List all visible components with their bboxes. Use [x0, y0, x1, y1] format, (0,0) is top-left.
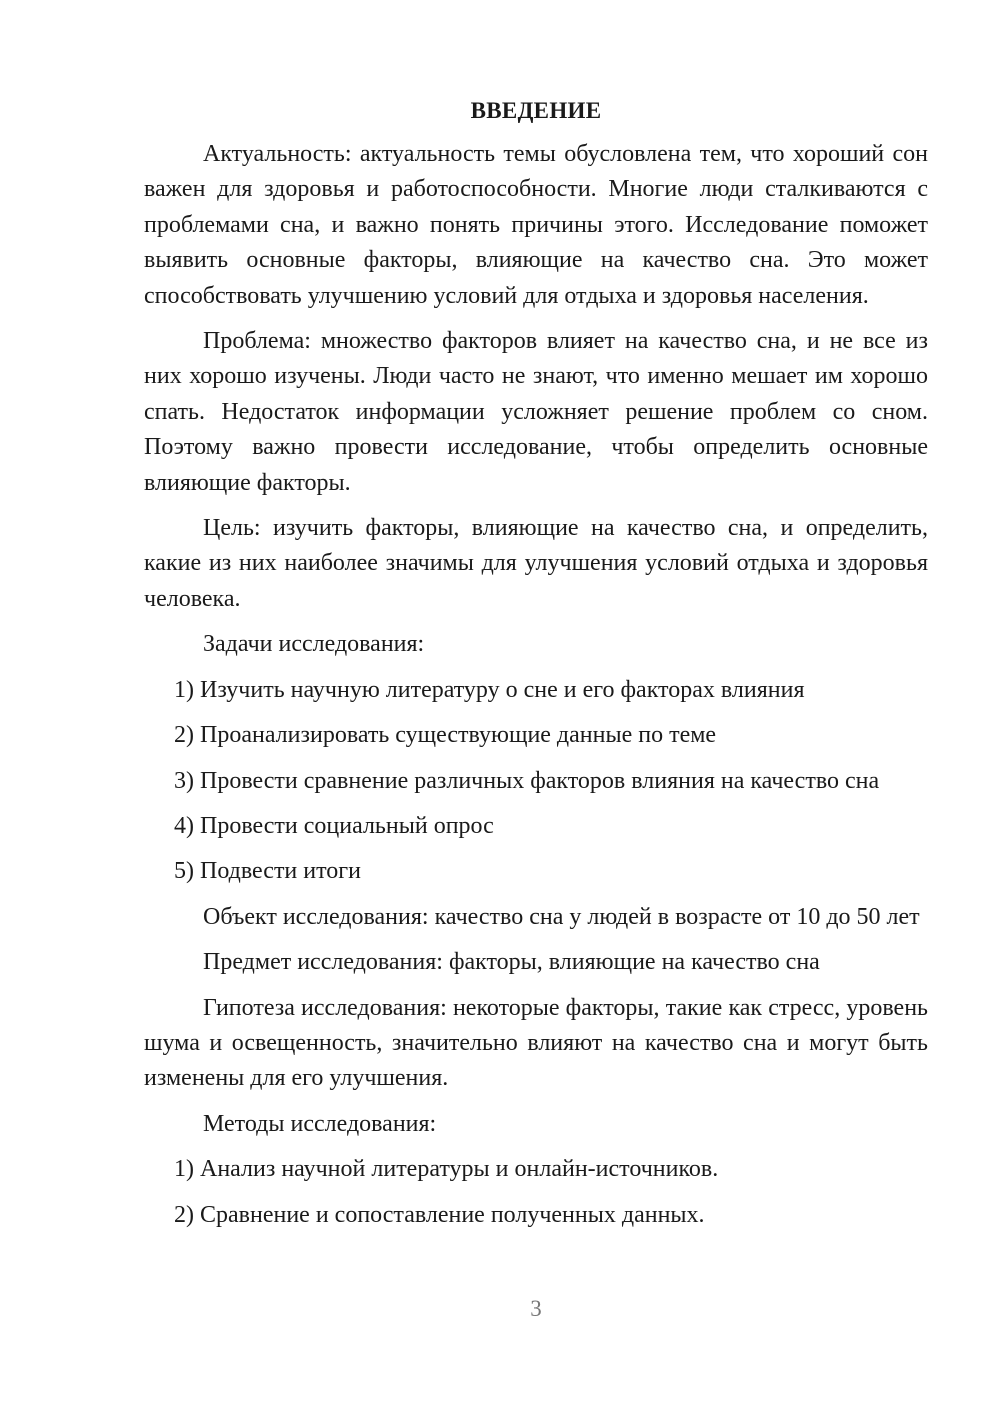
hypothesis-paragraph: Гипотеза исследования: некоторые факторы, такие как стресс, уровень шума и освещенность, значительно влияют на качество сна и могут быть изменены для его улучшения. — [144, 994, 928, 1092]
task-item: 5) Подвести итоги — [174, 858, 361, 885]
task-item: 4) Провести социальный опрос — [174, 812, 494, 839]
task-item: 3) Провести сравнение различных факторов влияния на качество сна — [174, 767, 880, 794]
goal-paragraph: Цель: изучить факторы, влияющие на качество сна, и определить, какие из них наиболее значимы для улучшения условий отдыха и здоровья человека. — [144, 515, 928, 612]
methods-list — [144, 1152, 928, 1233]
tasks-list — [144, 673, 928, 890]
method-item: 1) Анализ научной литературы и онлайн-источников. — [174, 1156, 719, 1183]
page-content — [144, 96, 928, 1243]
task-item: 2) Проанализировать существующие данные по теме — [174, 722, 717, 749]
subject-paragraph: Предмет исследования: факторы, влияющие на качество сна — [203, 949, 820, 976]
method-item: 2) Сравнение и сопоставление полученных данных. — [174, 1201, 705, 1228]
tasks-heading: Задачи исследования: — [203, 631, 425, 658]
relevance-paragraph: Актуальность: актуальность темы обусловлена тем, что хороший сон важен для здоровья и работоспособности. Многие люди сталкиваются с проблемами сна, и важно понять причины этого. Исследование поможет выявить основные факторы, влияющие на качество сна. Это может способствовать улучшению условий для отдыха и здоровья населения. — [144, 141, 928, 309]
problem-paragraph: Проблема: множество факторов влияет на качество сна, и не все из них хорошо изучены. Люди часто не знают, что именно мешает им хорошо спать. Недостаток информации усложняет решение проблем со сном. Поэтому важно провести исследование, чтобы определить основные влияющие факторы. — [144, 328, 928, 496]
task-item: 1) Изучить научную литературу о сне и его факторах влияния — [174, 676, 805, 703]
methods-heading: Методы исследования: — [203, 1110, 437, 1137]
object-paragraph: Объект исследования: качество сна у людей в возрасте от 10 до 50 лет — [203, 903, 920, 930]
page-number: 3 — [530, 1296, 542, 1321]
section-title: ВВЕДЕНИЕ — [470, 98, 602, 123]
